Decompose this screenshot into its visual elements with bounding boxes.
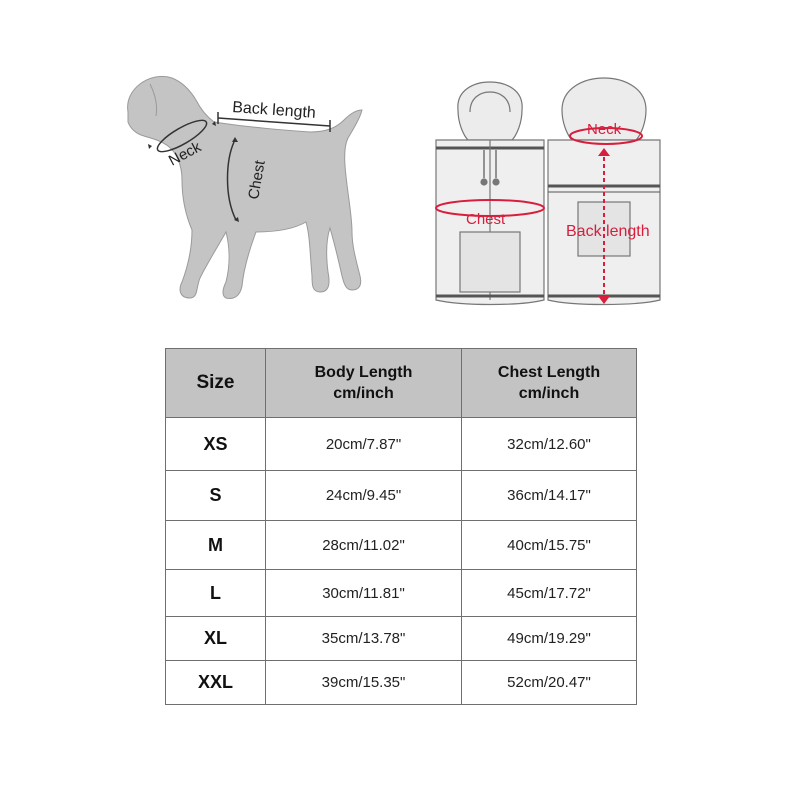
- chest-length-cell: 49cm/19.29": [462, 617, 637, 661]
- body-length-header-line2: cm/inch: [333, 385, 394, 402]
- chest-length-cell: 52cm/20.47": [462, 661, 637, 705]
- size-cell: S: [166, 471, 266, 521]
- table-row: [166, 418, 637, 471]
- table-row: [166, 471, 637, 521]
- chest-length-cell: 36cm/14.17": [462, 471, 637, 521]
- body-length-cell: 30cm/11.81": [266, 570, 462, 617]
- body-length-column-header: [266, 349, 462, 418]
- dog-back-length-label: Back length: [231, 99, 317, 122]
- chest-length-header-line1: Chest Length: [497, 364, 601, 381]
- size-chart-table: [165, 348, 637, 705]
- body-length-cell: 35cm/13.78": [266, 617, 462, 661]
- size-cell: XL: [166, 617, 266, 661]
- size-column-header: Size: [166, 349, 266, 418]
- table-row: [166, 521, 637, 570]
- chest-length-header-line2: cm/inch: [518, 385, 580, 402]
- size-cell: XXL: [166, 661, 266, 705]
- body-length-cell: 28cm/11.02": [266, 521, 462, 570]
- body-length-cell: 20cm/7.87": [266, 418, 462, 471]
- coat-neck-label: Neck: [587, 121, 622, 138]
- table-row: [166, 617, 637, 661]
- coat-back-length-label: Back length: [566, 223, 650, 240]
- chest-length-cell: 32cm/12.60": [462, 418, 637, 471]
- chest-length-column-header: [462, 349, 637, 418]
- coat-front-view: [436, 82, 544, 305]
- size-cell: XS: [166, 418, 266, 471]
- body-length-cell: 39cm/15.35": [266, 661, 462, 705]
- body-length-cell: 24cm/9.45": [266, 471, 462, 521]
- dog-chest-label: Chest: [245, 159, 269, 201]
- table-row: [166, 570, 637, 617]
- table-header-row: [166, 349, 637, 418]
- illustrations: [0, 0, 800, 330]
- dog-neck-label: Neck: [165, 138, 205, 170]
- size-cell: M: [166, 521, 266, 570]
- chest-length-cell: 45cm/17.72": [462, 570, 637, 617]
- size-cell: L: [166, 570, 266, 617]
- chest-length-cell: 40cm/15.75": [462, 521, 637, 570]
- coat-chest-label: Chest: [466, 211, 506, 228]
- body-length-header-line1: Body Length: [314, 364, 413, 381]
- measurement-diagrams: [0, 0, 800, 330]
- table-row: [166, 661, 637, 705]
